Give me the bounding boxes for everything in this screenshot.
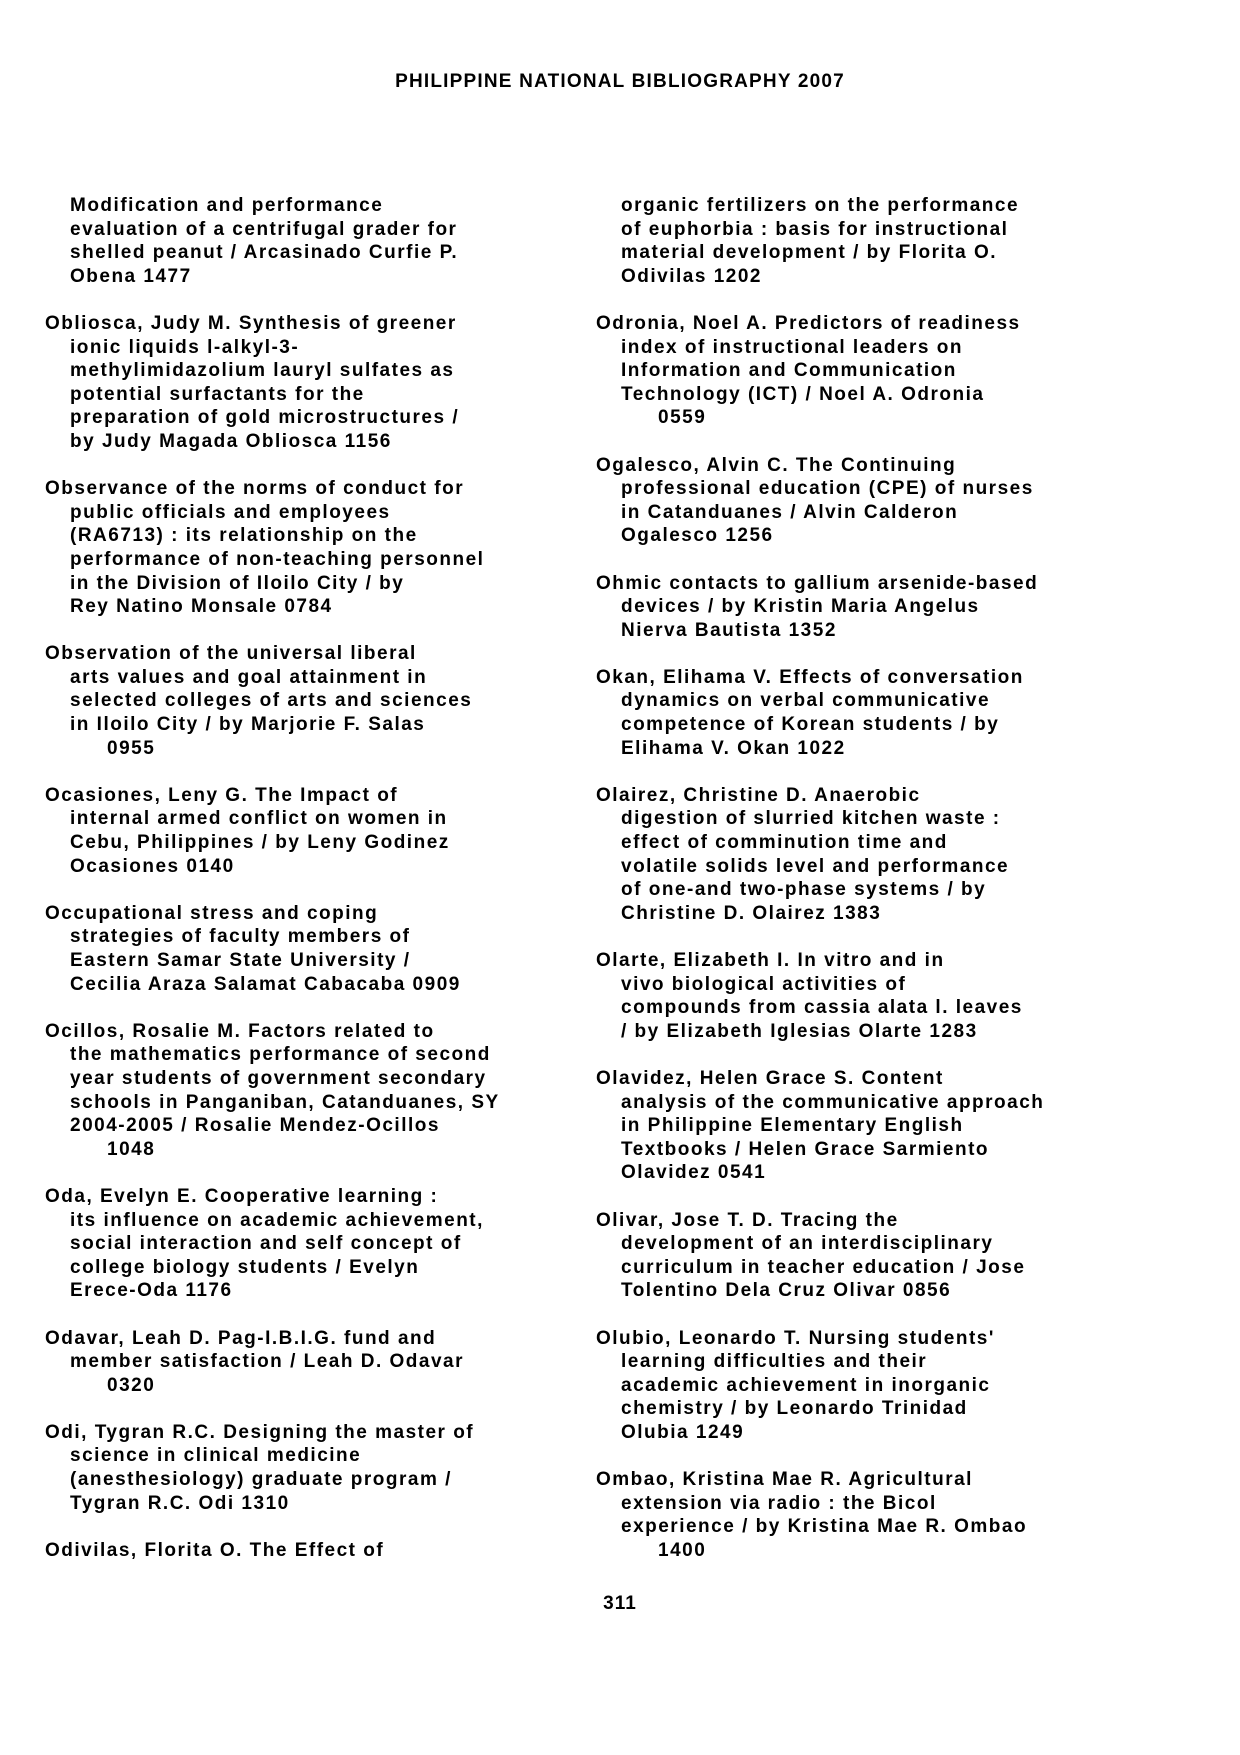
bibliography-entry [45, 1185, 565, 1303]
entry-line: Ombao, Kristina Mae R. Agricultural [596, 1469, 973, 1491]
bibliography-entry [45, 1327, 565, 1398]
entry-line: arts values and goal attainment in [70, 666, 428, 688]
entry-line: Tolentino Dela Cruz Olivar 0856 [621, 1280, 952, 1302]
entry-line: Ogalesco, Alvin C. The Continuing [596, 454, 957, 476]
entry-line: Ocasiones, Leny G. The Impact of [45, 784, 399, 806]
entry-line: year students of government secondary [70, 1067, 487, 1089]
entry-line: experience / by Kristina Mae R. Ombao [621, 1516, 1028, 1538]
entry-line: internal armed conflict on women in [70, 808, 448, 830]
entry-line: vivo biological activities of [621, 973, 907, 995]
entry-line: social interaction and self concept of [70, 1233, 462, 1255]
entry-line: college biology students / Evelyn [70, 1256, 420, 1278]
entry-line: Olavidez 0541 [621, 1162, 767, 1184]
entry-line: selected colleges of arts and sciences [70, 690, 473, 712]
bibliography-entry [45, 902, 565, 996]
entry-line: 1048 [107, 1138, 156, 1160]
entry-line: Cecilia Araza Salamat Cabacaba 0909 [70, 973, 461, 995]
bibliography-entry [596, 312, 1136, 430]
entry-line: by Judy Magada Obliosca 1156 [70, 430, 392, 452]
entry-line: in Iloilo City / by Marjorie F. Salas [70, 714, 426, 736]
bibliography-entry [45, 784, 565, 878]
entry-line: evaluation of a centrifugal grader for [70, 218, 458, 240]
entry-line: Olairez, Christine D. Anaerobic [596, 784, 921, 806]
page-header: PHILIPPINE NATIONAL BIBLIOGRAPHY 2007 [395, 71, 845, 92]
entry-line: Technology (ICT) / Noel A. Odronia [621, 383, 985, 405]
bibliography-entry [596, 194, 1136, 288]
bibliography-entry [45, 1539, 565, 1563]
entry-line: Modification and performance [70, 195, 384, 216]
entry-line: science in clinical medicine [70, 1445, 362, 1467]
entry-line: Tygran R.C. Odi 1310 [70, 1492, 290, 1514]
bibliography-entry [596, 454, 1136, 548]
entry-line: curriculum in teacher education / Jose [621, 1256, 1026, 1278]
entry-line: of euphorbia : basis for instructional [621, 218, 1009, 240]
entry-line: Rey Natino Monsale 0784 [70, 596, 333, 618]
entry-line: (anesthesiology) graduate program / [70, 1469, 452, 1491]
page-number: 311 [603, 1593, 637, 1614]
entry-line: Christine D. Olairez 1383 [621, 902, 882, 924]
entry-line: 0320 [107, 1374, 156, 1396]
entry-line: (RA6713) : its relationship on the [70, 525, 418, 547]
entry-line: potential surfactants for the [70, 383, 365, 405]
entry-line: Odavar, Leah D. Pag-I.B.I.G. fund and [45, 1327, 437, 1349]
entry-line: shelled peanut / Arcasinado Curfie P. [70, 242, 459, 264]
bibliography-entry [596, 784, 1136, 926]
entry-line: Eastern Samar State University / [70, 950, 411, 971]
entry-line: Cebu, Philippines / by Leny Godinez [70, 832, 450, 854]
entry-line: Occupational stress and coping [45, 902, 379, 924]
entry-line: its influence on academic achievement, [70, 1209, 484, 1231]
entry-line: chemistry / by Leonardo Trinidad [621, 1398, 968, 1420]
entry-line: ionic liquids l-alkyl-3- [70, 336, 300, 358]
entry-line: the mathematics performance of second [70, 1044, 491, 1066]
entry-line: learning difficulties and their [621, 1351, 928, 1373]
entry-line: Ohmic contacts to gallium arsenide-based [596, 572, 1039, 594]
entry-line: Olivar, Jose T. D. Tracing the [596, 1209, 899, 1231]
bibliography-entry [45, 312, 565, 454]
bibliography-entry [596, 1468, 1136, 1562]
left-column [45, 194, 565, 1586]
entry-line: material development / by Florita O. [621, 242, 998, 264]
entry-line: Odivilas 1202 [621, 265, 762, 287]
entry-line: Observance of the norms of conduct for [45, 478, 465, 500]
entry-line: Obliosca, Judy M. Synthesis of greener [45, 312, 457, 334]
entry-line: in Catanduanes / Alvin Calderon [621, 501, 959, 523]
entry-line: strategies of faculty members of [70, 926, 411, 948]
entry-line: Oda, Evelyn E. Cooperative learning : [45, 1185, 439, 1207]
entry-line: index of instructional leaders on [621, 336, 963, 358]
entry-line: 0955 [107, 737, 156, 759]
entry-line: development of an interdisciplinary [621, 1233, 994, 1255]
entry-line: 0559 [658, 407, 707, 429]
entry-line: academic achievement in inorganic [621, 1374, 991, 1396]
entry-line: member satisfaction / Leah D. Odavar [70, 1351, 465, 1373]
entry-line: Information and Communication [621, 360, 957, 382]
entry-line: / by Elizabeth Iglesias Olarte 1283 [621, 1020, 978, 1042]
entry-line: Olubio, Leonardo T. Nursing students' [596, 1327, 995, 1349]
bibliography-entry [596, 949, 1136, 1043]
entry-line: organic fertilizers on the performance [621, 195, 1020, 216]
bibliography-entry [596, 1067, 1136, 1185]
entry-line: Olubia 1249 [621, 1421, 745, 1443]
entry-line: in Philippine Elementary English [621, 1115, 964, 1137]
entry-line: dynamics on verbal communicative [621, 690, 991, 712]
bibliography-entry [45, 1020, 565, 1162]
entry-line: Elihama V. Okan 1022 [621, 737, 846, 759]
entry-line: schools in Panganiban, Catanduanes, SY [70, 1091, 500, 1113]
entry-line: Ocillos, Rosalie M. Factors related to [45, 1020, 435, 1042]
right-column [596, 194, 1136, 1586]
entry-line: in the Division of Iloilo City / by [70, 572, 405, 594]
entry-line: Odronia, Noel A. Predictors of readiness [596, 312, 1021, 334]
entry-line: volatile solids level and performance [621, 855, 1010, 877]
entry-line: compounds from cassia alata l. leaves [621, 997, 1023, 1019]
entry-line: Olarte, Elizabeth I. In vitro and in [596, 950, 945, 971]
entry-line: Ogalesco 1256 [621, 525, 774, 547]
bibliography-entry [45, 477, 565, 619]
entry-line: analysis of the communicative approach [621, 1091, 1045, 1113]
entry-line: preparation of gold microstructures / [70, 407, 460, 429]
bibliography-entry [596, 572, 1136, 643]
entry-line: Textbooks / Helen Grace Sarmiento [621, 1138, 990, 1160]
entry-line: effect of comminution time and [621, 832, 948, 854]
entry-line: methylimidazolium lauryl sulfates as [70, 360, 455, 382]
entry-line: devices / by Kristin Maria Angelus [621, 596, 980, 618]
entry-line: Ocasiones 0140 [70, 855, 235, 877]
bibliography-entry [45, 194, 565, 288]
entry-line: Observation of the universal liberal [45, 643, 417, 665]
entry-line: extension via radio : the Bicol [621, 1492, 937, 1514]
entry-line: Odivilas, Florita O. The Effect of [45, 1539, 385, 1561]
entry-line: Erece-Oda 1176 [70, 1280, 233, 1302]
entry-line: Okan, Elihama V. Effects of conversation [596, 666, 1024, 688]
entry-line: Odi, Tygran R.C. Designing the master of [45, 1421, 475, 1443]
entry-line: competence of Korean students / by [621, 714, 1000, 736]
entry-line: public officials and employees [70, 501, 391, 523]
entry-line: Obena 1477 [70, 265, 192, 287]
bibliography-entry [596, 1327, 1136, 1445]
entry-line: 1400 [658, 1539, 707, 1561]
bibliography-entry [45, 1421, 565, 1515]
entry-line: Olavidez, Helen Grace S. Content [596, 1067, 944, 1089]
entry-line: performance of non-teaching personnel [70, 548, 485, 570]
entry-line: digestion of slurried kitchen waste : [621, 808, 1001, 830]
entry-line: of one-and two-phase systems / by [621, 879, 987, 901]
entry-line: professional education (CPE) of nurses [621, 478, 1034, 500]
bibliography-entry [45, 642, 565, 760]
bibliography-entry [596, 666, 1136, 760]
bibliography-entry [596, 1209, 1136, 1303]
entry-line: 2004-2005 / Rosalie Mendez-Ocillos [70, 1115, 440, 1137]
entry-line: Nierva Bautista 1352 [621, 619, 837, 641]
